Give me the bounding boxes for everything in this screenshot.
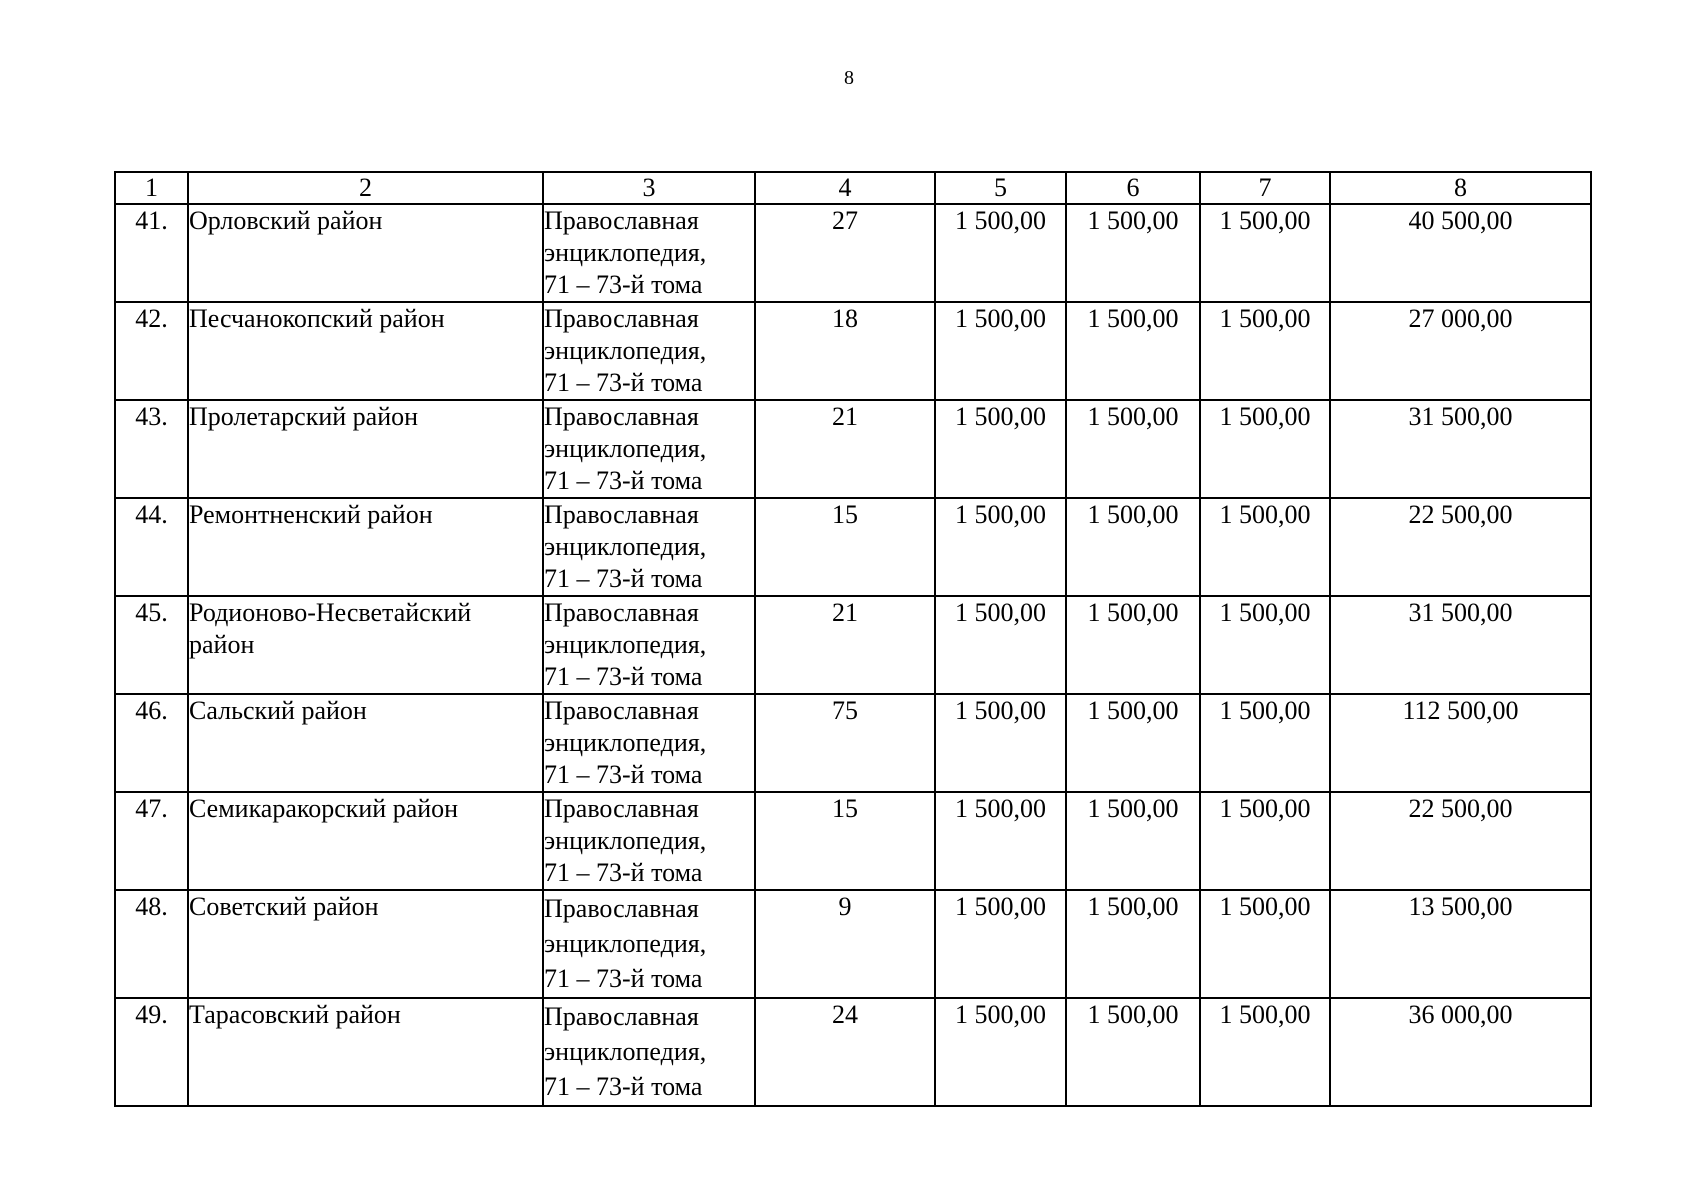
publication-title	[543, 890, 755, 998]
price-col-6: 1 500,00	[1066, 302, 1200, 400]
publication-title-line: энциклопедия,	[544, 826, 707, 855]
total-amount: 40 500,00	[1330, 204, 1591, 302]
column-header: 6	[1066, 172, 1200, 204]
table-row	[115, 302, 1591, 400]
price-col-6: 1 500,00	[1066, 204, 1200, 302]
column-header: 8	[1330, 172, 1591, 204]
quantity: 75	[755, 694, 935, 792]
column-header: 5	[935, 172, 1066, 204]
publication-title-line: 71 – 73-й тома	[544, 564, 703, 593]
district-name: Советский район	[188, 890, 543, 998]
publication-title-line: Православная	[544, 894, 699, 923]
data-table	[114, 171, 1592, 1107]
publication-title-line: 71 – 73-й тома	[544, 270, 703, 299]
column-header: 2	[188, 172, 543, 204]
table-row	[115, 890, 1591, 998]
price-col-7: 1 500,00	[1200, 792, 1330, 890]
quantity: 24	[755, 998, 935, 1106]
publication-title-line: 71 – 73-й тома	[544, 858, 703, 887]
column-header: 3	[543, 172, 755, 204]
row-number: 45.	[115, 596, 188, 694]
publication-title-line: энциклопедия,	[544, 1037, 707, 1066]
publication-title-line: Православная	[544, 402, 699, 431]
publication-title-line: энциклопедия,	[544, 336, 707, 365]
publication-title-line: энциклопедия,	[544, 238, 707, 267]
price-col-6: 1 500,00	[1066, 792, 1200, 890]
publication-title-line: 71 – 73-й тома	[544, 964, 703, 993]
price-col-7: 1 500,00	[1200, 694, 1330, 792]
total-amount: 31 500,00	[1330, 596, 1591, 694]
price-col-6: 1 500,00	[1066, 890, 1200, 998]
publication-title	[543, 302, 755, 400]
table-row	[115, 498, 1591, 596]
row-number: 44.	[115, 498, 188, 596]
publication-title-line: энциклопедия,	[544, 434, 707, 463]
publication-title	[543, 694, 755, 792]
quantity: 21	[755, 596, 935, 694]
publication-title-line: Православная	[544, 304, 699, 333]
row-number: 46.	[115, 694, 188, 792]
quantity: 21	[755, 400, 935, 498]
district-name: Тарасовский район	[188, 998, 543, 1106]
price-col-5: 1 500,00	[935, 204, 1066, 302]
publication-title-line: 71 – 73-й тома	[544, 760, 703, 789]
publication-title-line: 71 – 73-й тома	[544, 662, 703, 691]
publication-title-line: энциклопедия,	[544, 728, 707, 757]
quantity: 15	[755, 792, 935, 890]
publication-title-line: Православная	[544, 500, 699, 529]
quantity: 9	[755, 890, 935, 998]
price-col-6: 1 500,00	[1066, 596, 1200, 694]
publication-title	[543, 998, 755, 1106]
price-col-7: 1 500,00	[1200, 890, 1330, 998]
row-number: 47.	[115, 792, 188, 890]
publication-title-line: энциклопедия,	[544, 929, 707, 958]
quantity: 15	[755, 498, 935, 596]
quantity: 18	[755, 302, 935, 400]
total-amount: 27 000,00	[1330, 302, 1591, 400]
table-row	[115, 204, 1591, 302]
publication-title-line: Православная	[544, 206, 699, 235]
publication-title	[543, 792, 755, 890]
district-name: Родионово-Несветайский район	[188, 596, 543, 694]
table-row	[115, 400, 1591, 498]
price-col-5: 1 500,00	[935, 998, 1066, 1106]
publication-title	[543, 498, 755, 596]
row-number: 41.	[115, 204, 188, 302]
district-name: Семикаракорский район	[188, 792, 543, 890]
price-col-7: 1 500,00	[1200, 998, 1330, 1106]
publication-title-line: энциклопедия,	[544, 532, 707, 561]
table-header-row	[115, 172, 1591, 204]
district-name: Пролетарский район	[188, 400, 543, 498]
table-row	[115, 694, 1591, 792]
column-header: 4	[755, 172, 935, 204]
district-name: Ремонтненский район	[188, 498, 543, 596]
row-number: 49.	[115, 998, 188, 1106]
price-col-6: 1 500,00	[1066, 694, 1200, 792]
publication-title	[543, 596, 755, 694]
publication-title	[543, 204, 755, 302]
price-col-5: 1 500,00	[935, 694, 1066, 792]
publication-title	[543, 400, 755, 498]
row-number: 42.	[115, 302, 188, 400]
row-number: 48.	[115, 890, 188, 998]
table-row	[115, 792, 1591, 890]
price-col-5: 1 500,00	[935, 302, 1066, 400]
publication-title-line: 71 – 73-й тома	[544, 1072, 703, 1101]
price-col-7: 1 500,00	[1200, 498, 1330, 596]
price-col-5: 1 500,00	[935, 596, 1066, 694]
total-amount: 112 500,00	[1330, 694, 1591, 792]
district-name: Орловский район	[188, 204, 543, 302]
total-amount: 13 500,00	[1330, 890, 1591, 998]
price-col-6: 1 500,00	[1066, 498, 1200, 596]
column-header: 7	[1200, 172, 1330, 204]
price-col-7: 1 500,00	[1200, 400, 1330, 498]
district-name: Сальский район	[188, 694, 543, 792]
page-number: 8	[844, 67, 854, 89]
total-amount: 36 000,00	[1330, 998, 1591, 1106]
price-col-7: 1 500,00	[1200, 302, 1330, 400]
total-amount: 22 500,00	[1330, 498, 1591, 596]
publication-title-line: Православная	[544, 696, 699, 725]
column-header: 1	[115, 172, 188, 204]
district-name: Песчанокопский район	[188, 302, 543, 400]
publication-title-line: Православная	[544, 794, 699, 823]
table-row	[115, 596, 1591, 694]
publication-title-line: 71 – 73-й тома	[544, 368, 703, 397]
total-amount: 31 500,00	[1330, 400, 1591, 498]
row-number: 43.	[115, 400, 188, 498]
price-col-5: 1 500,00	[935, 792, 1066, 890]
publication-title-line: 71 – 73-й тома	[544, 466, 703, 495]
quantity: 27	[755, 204, 935, 302]
price-col-6: 1 500,00	[1066, 998, 1200, 1106]
publication-title-line: Православная	[544, 1002, 699, 1031]
price-col-6: 1 500,00	[1066, 400, 1200, 498]
publication-title-line: энциклопедия,	[544, 630, 707, 659]
price-col-5: 1 500,00	[935, 400, 1066, 498]
price-col-7: 1 500,00	[1200, 204, 1330, 302]
publication-title-line: Православная	[544, 598, 699, 627]
total-amount: 22 500,00	[1330, 792, 1591, 890]
price-col-5: 1 500,00	[935, 498, 1066, 596]
price-col-5: 1 500,00	[935, 890, 1066, 998]
table-row	[115, 998, 1591, 1106]
price-col-7: 1 500,00	[1200, 596, 1330, 694]
